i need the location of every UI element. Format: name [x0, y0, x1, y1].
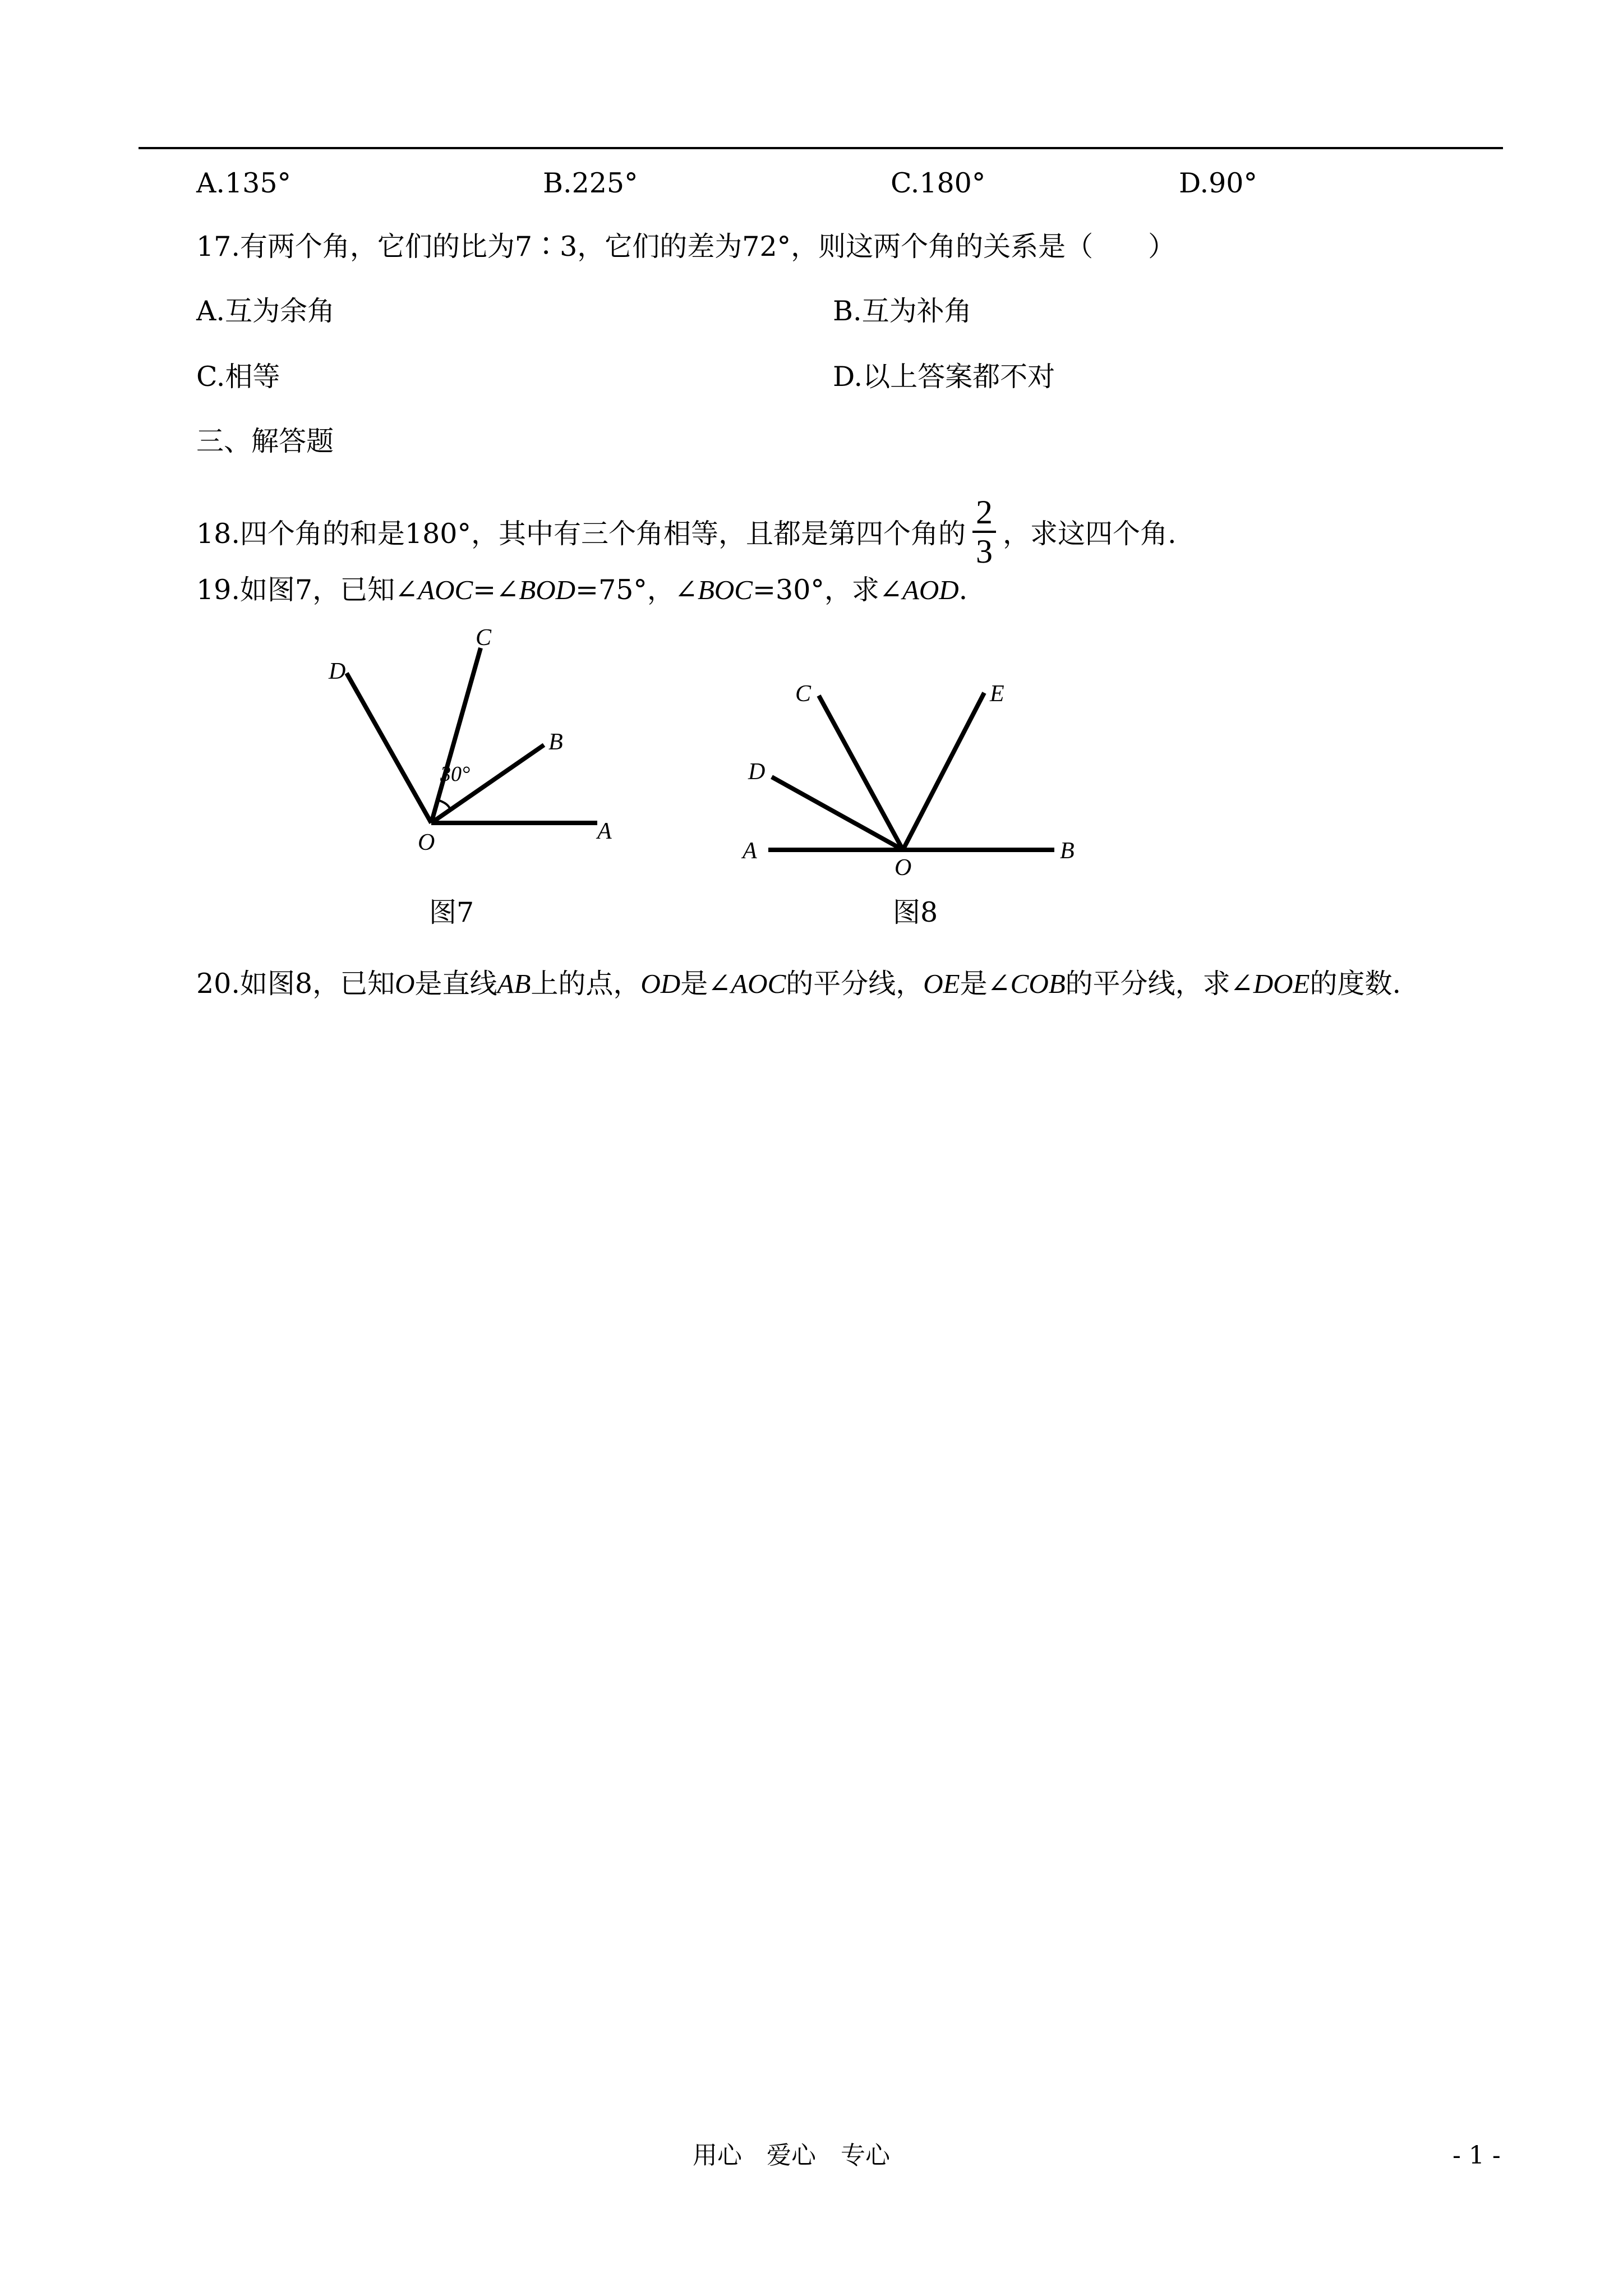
q18-question [196, 487, 1177, 577]
q19-text: =∠ [473, 574, 519, 606]
q19-angle-boc: BOC [697, 574, 753, 605]
q17-option-d: D.以上答案都不对 [833, 361, 1055, 393]
q16-option-a: A.135° [196, 167, 291, 199]
q20-text: 的度数. [1310, 968, 1401, 1000]
figure-7-caption: 图7 [429, 896, 474, 928]
q20-angle-doe: DOE [1253, 968, 1310, 999]
q17-option-c: C.相等 [196, 361, 280, 393]
ray-od [347, 673, 431, 823]
section-title: 三、解答题 [196, 425, 334, 457]
q18-text-after: ，求这四个角. [1002, 518, 1177, 550]
q20-question [196, 966, 1401, 1002]
q16-option-c: C.180° [891, 167, 986, 199]
q20-text: 是∠ [960, 968, 1011, 1000]
footer-slogan: 用心 爱心 专心 [693, 2141, 890, 2170]
q18-fraction [972, 494, 996, 570]
label-d: D [329, 659, 346, 684]
fraction-numerator: 2 [972, 494, 996, 533]
label-c: C [795, 681, 811, 707]
q19-text: =30°，求∠ [752, 574, 902, 606]
q20-text: 上的点， [531, 968, 641, 1000]
q20-line-ab: AB [497, 968, 531, 999]
q20-text: 是直线 [414, 968, 497, 1000]
label-d: D [748, 759, 766, 785]
figure-8 [740, 676, 1088, 878]
q20-text: 的平分线， [786, 968, 924, 1000]
q20-text: 20.如图8，已知 [196, 968, 395, 1000]
label-e: E [990, 681, 1004, 707]
figure-8-caption: 图8 [893, 896, 938, 928]
label-o: O [418, 830, 435, 855]
label-o: O [895, 855, 912, 878]
label-a: A [597, 818, 612, 844]
page-number: - 1 - [1453, 2141, 1501, 2170]
q19-question [196, 572, 967, 608]
q19-text: =75°，∠ [575, 574, 698, 606]
q19-text: . [958, 574, 968, 606]
q20-text: 的平分线，求∠ [1065, 968, 1253, 1000]
figure-7 [314, 623, 628, 858]
q20-ray-od: OD [640, 968, 681, 999]
ray-oc [431, 648, 481, 823]
q17-stem: 17.有两个角，它们的比为7∶3，它们的差为72°，则这两个角的关系是（ ） [196, 231, 1176, 263]
q20-ray-oe: OE [923, 968, 960, 999]
q19-angle-aoc: AOC [418, 574, 473, 605]
q20-point-o: O [395, 968, 415, 999]
q18-text-before: 18.四个角的和是180°，其中有三个角相等，且都是第四个角的 [196, 518, 966, 550]
header-rule [139, 147, 1503, 149]
label-b: B [548, 729, 563, 755]
q20-text: 是∠ [680, 968, 731, 1000]
q20-angle-cob: COB [1010, 968, 1066, 999]
label-b: B [1060, 838, 1075, 864]
angle-label-30: 30° [440, 762, 471, 786]
q16-option-b: B.225° [543, 167, 638, 199]
ray-oe [903, 693, 984, 850]
q19-angle-bod: BOD [519, 574, 576, 605]
label-c: C [476, 625, 492, 651]
q20-angle-aoc: AOC [731, 968, 786, 999]
q19-text: 19.如图7，已知∠ [196, 574, 418, 606]
q19-angle-aod: AOD [902, 574, 959, 605]
q16-option-d: D.90° [1179, 167, 1257, 199]
q17-option-b: B.互为补角 [833, 295, 972, 327]
label-a: A [743, 838, 757, 864]
q17-option-a: A.互为余角 [196, 295, 335, 327]
fraction-denominator: 3 [975, 533, 993, 570]
